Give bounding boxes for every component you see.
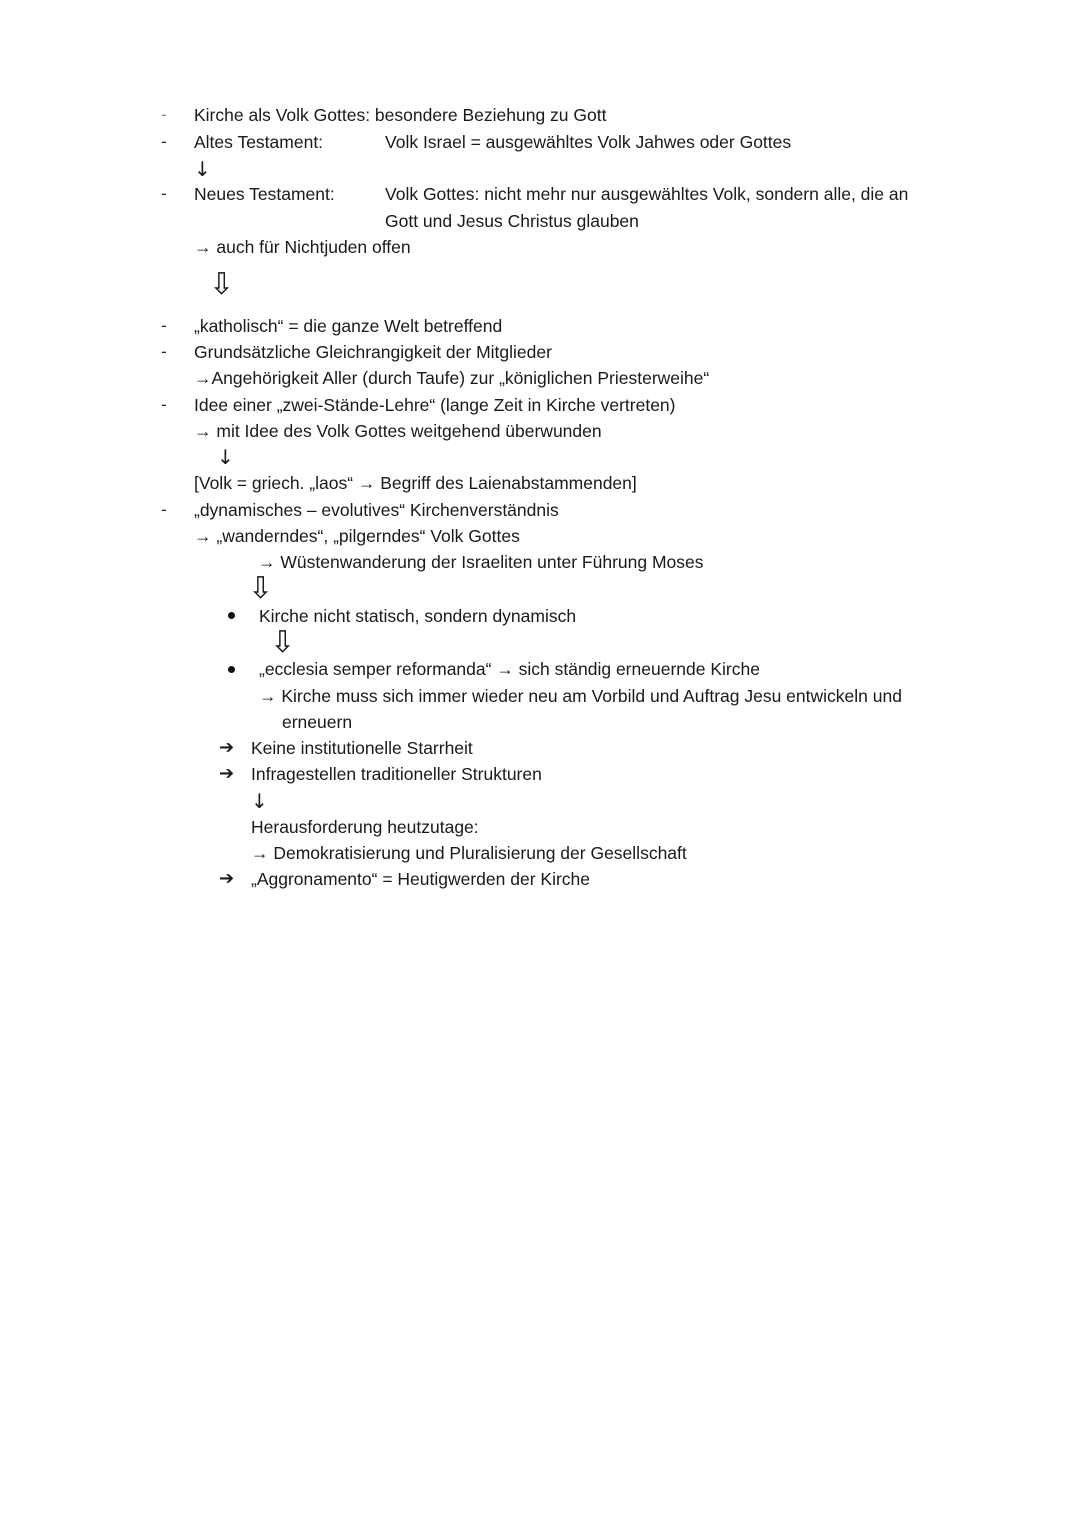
text-line: → mit Idee des Volk Gottes weitgehend überwunden	[194, 421, 602, 441]
bold-arrow-icon: ➔	[219, 868, 235, 889]
text-line: „katholisch“ = die ganze Welt betreffend	[194, 316, 503, 336]
text-line: Grundsätzliche Gleichrangigkeit der Mitglieder	[194, 342, 552, 362]
text-line: → „wanderndes“, „pilgerndes“ Volk Gottes	[194, 526, 520, 546]
text-line: Kirche als Volk Gottes: besondere Beziehung zu Gott	[194, 105, 607, 125]
text-line: „Aggronamento“ = Heutigwerden der Kirche	[251, 869, 591, 889]
text-line: → Demokratisierung und Pluralisierung der Gesellschaft	[251, 843, 687, 863]
list-dash: -	[161, 342, 167, 361]
text-line: [Volk = griech. „laos“ → Begriff des Laienabstammenden]	[194, 473, 637, 493]
text-line: erneuern	[282, 712, 353, 732]
list-dash: -	[161, 500, 167, 519]
text-line: Altes Testament:	[194, 132, 324, 152]
text-line: → auch für Nichtjuden offen	[194, 237, 411, 257]
big-down-arrow-icon: ⇩	[270, 625, 296, 660]
list-dash: -	[161, 132, 167, 151]
down-arrow-icon: ↓	[194, 157, 211, 181]
text-line: Idee einer „zwei-Stände-Lehre“ (lange Zeit in Kirche vertreten)	[194, 395, 676, 415]
text-line: Neues Testament:	[194, 184, 335, 204]
text-line: →Angehörigkeit Aller (durch Taufe) zur „königlichen Priesterweihe“	[194, 368, 710, 388]
list-dash: -	[161, 184, 167, 203]
text-line: Kirche nicht statisch, sondern dynamisch	[259, 606, 577, 626]
list-dash: -	[161, 395, 167, 414]
down-arrow-icon: ↓	[251, 789, 268, 813]
text-line: Gott und Jesus Christus glauben	[385, 211, 639, 231]
down-arrow-icon: ↓	[217, 445, 234, 469]
text-line: → Wüstenwanderung der Israeliten unter Führung Moses	[258, 552, 704, 572]
text-line: Infragestellen traditioneller Strukturen	[251, 764, 542, 784]
bold-arrow-icon: ➔	[219, 737, 235, 758]
text-line: → Kirche muss sich immer wieder neu am Vorbild und Auftrag Jesu entwickeln und	[259, 686, 902, 706]
big-down-arrow-icon: ⇩	[248, 571, 274, 606]
bullet-dot	[228, 666, 235, 673]
bold-arrow-icon: ➔	[219, 763, 235, 784]
bullet-dot	[228, 612, 235, 619]
text-line: Volk Gottes: nicht mehr nur ausgewähltes Volk, sondern alle, die an	[385, 184, 909, 204]
text-line: Keine institutionelle Starrheit	[251, 738, 473, 758]
big-down-arrow-icon: ⇩	[209, 267, 235, 302]
text-line: Herausforderung heutzutage:	[251, 817, 479, 837]
list-dash: -	[161, 105, 167, 124]
list-dash: -	[161, 316, 167, 335]
text-line: Volk Israel = ausgewähltes Volk Jahwes oder Gottes	[385, 132, 792, 152]
text-line: „ecclesia semper reformanda“ → sich ständig erneuernde Kirche	[259, 659, 760, 679]
text-line: „dynamisches – evolutives“ Kirchenverständnis	[194, 500, 559, 520]
